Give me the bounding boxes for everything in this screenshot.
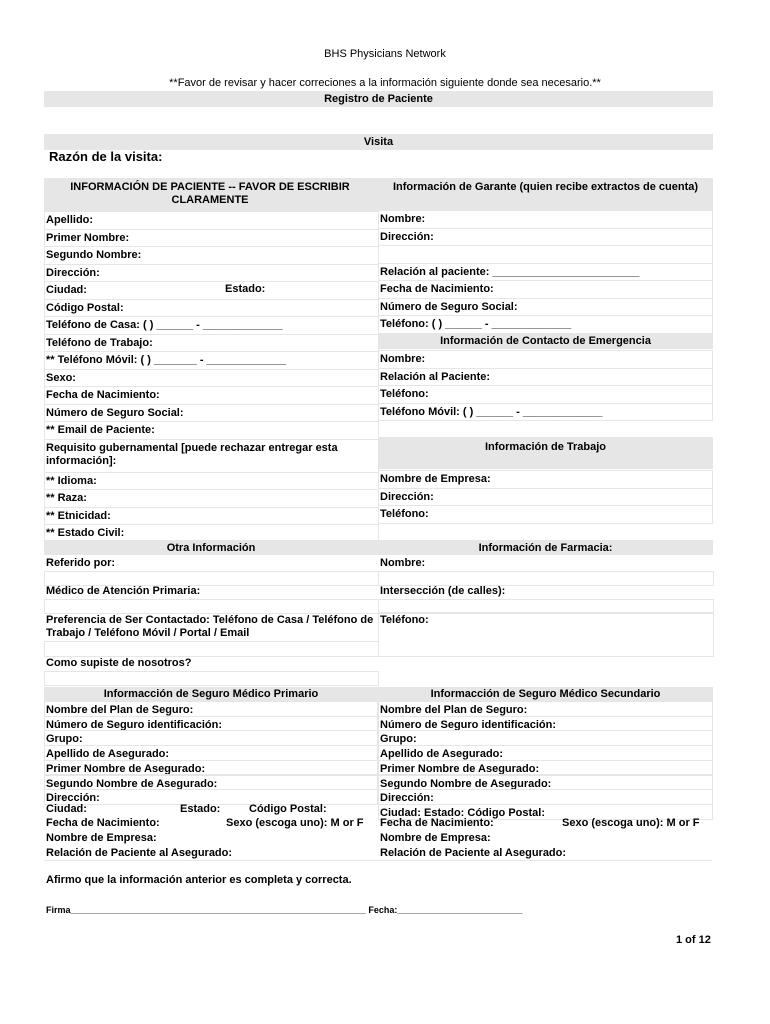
page-number: 1 of 12 bbox=[676, 934, 711, 946]
ins-secondary-field-row[interactable]: Segundo Nombre de Asegurado: bbox=[380, 777, 552, 790]
how-found-field[interactable]: Como supiste de nosotros? bbox=[46, 657, 192, 669]
ins-secondary-field-cell bbox=[378, 775, 713, 791]
page-title: Registro de Paciente bbox=[324, 93, 433, 105]
guarantor-field-cell bbox=[378, 263, 713, 282]
patient-field-row[interactable]: Primer Nombre: bbox=[46, 231, 130, 244]
pharmacy-cross-field[interactable]: Intersección (de calles): bbox=[380, 585, 506, 597]
patient-field-row[interactable]: Ciudad: bbox=[46, 284, 87, 296]
visit-heading: Visita bbox=[363, 136, 394, 148]
patient-field-row[interactable]: Segundo Nombre: bbox=[46, 249, 142, 261]
patient-field-row[interactable]: ** Raza: bbox=[46, 492, 87, 504]
emergency-field-cell bbox=[378, 385, 713, 404]
ins-primary-field-cell bbox=[44, 701, 378, 717]
ins-primary-field-row[interactable]: Número de Seguro identificación: bbox=[46, 718, 223, 731]
ins-primary-field-cell bbox=[44, 716, 378, 732]
patient-field-row[interactable]: Requisito gubernamental [puede rechazar entregar esta información]: bbox=[46, 441, 338, 467]
ins-primary-field-row[interactable]: Apellido de Asegurado: bbox=[46, 748, 170, 761]
ins-secondary-field-row[interactable]: Grupo: bbox=[380, 733, 417, 746]
emergency-field-row[interactable]: Nombre: bbox=[380, 353, 426, 365]
contact-preference-field[interactable]: Preferencia de Ser Contactado: Teléfono de Casa / Teléfono de Trabajo / Teléfono Móvil / Portal / Email bbox=[46, 614, 374, 639]
ins-secondary-field-row[interactable]: Apellido de Asegurado: bbox=[380, 748, 504, 761]
patient-field-cell bbox=[44, 246, 379, 265]
patient-field-cell bbox=[44, 316, 379, 335]
patient-field-row[interactable]: ** Etnicidad: bbox=[46, 509, 111, 522]
guarantor-field-cell bbox=[378, 280, 713, 299]
referred-by-field[interactable]: Referido por: bbox=[46, 557, 116, 569]
ins-primary-field-row[interactable]: Nombre del Plan de Seguro: bbox=[46, 704, 194, 716]
emergency-field-cell bbox=[378, 403, 713, 422]
ins-primary-field-cell bbox=[44, 745, 378, 761]
guarantor-field-row[interactable]: Teléfono: ( ) ______ - _____________ bbox=[380, 318, 572, 330]
patient-field-cell bbox=[44, 299, 379, 318]
ins-secondary-field-cell bbox=[378, 716, 713, 732]
guarantor-field-cell bbox=[378, 245, 713, 264]
emergency-field-row[interactable]: Teléfono: bbox=[380, 388, 429, 400]
ins-secondary-field-row[interactable]: Nombre del Plan de Seguro: bbox=[380, 704, 528, 716]
work-field-cell bbox=[378, 488, 713, 507]
patient-field-cell bbox=[44, 489, 379, 508]
ins-secondary-field-row[interactable]: Número de Seguro identificación: bbox=[380, 718, 557, 731]
work-heading: Información de Trabajo bbox=[484, 441, 607, 453]
ins-primary-sex[interactable]: Sexo (escoga uno): M or F bbox=[226, 817, 364, 829]
patient-field-cell bbox=[44, 439, 379, 473]
guarantor-field-cell bbox=[378, 315, 713, 334]
patient-field-cell bbox=[44, 264, 379, 283]
ins-primary-zip[interactable]: Código Postal: bbox=[249, 803, 327, 815]
work-field-row[interactable]: Nombre de Empresa: bbox=[380, 473, 491, 485]
guarantor-field-row[interactable]: Dirección: bbox=[380, 230, 434, 243]
patient-field-cell bbox=[44, 334, 379, 353]
pharmacy-heading: Información de Farmacia: bbox=[478, 542, 613, 554]
patient-field-cell bbox=[44, 386, 379, 405]
ins-secondary-field-cell bbox=[378, 760, 713, 776]
ins-primary-dob[interactable]: Fecha de Nacimiento: bbox=[46, 817, 160, 829]
pharmacy-name-box[interactable] bbox=[378, 571, 714, 586]
patient-field-row[interactable]: Dirección: bbox=[46, 266, 100, 279]
patient-field-cell bbox=[44, 472, 379, 491]
patient-section-heading: INFORMACIÓN DE PACIENTE -- FAVOR DE ESCRIBIR CLARAMENTE bbox=[70, 181, 350, 206]
ins-secondary-employer[interactable]: Nombre de Empresa: bbox=[380, 832, 491, 844]
pharmacy-phone-box[interactable] bbox=[378, 612, 714, 657]
ins-primary-field-row[interactable]: Dirección: bbox=[46, 792, 100, 805]
ins-secondary-field-cell bbox=[378, 789, 713, 805]
work-field-row[interactable]: Teléfono: bbox=[380, 508, 429, 520]
guarantor-field-row[interactable]: Fecha de Nacimiento: bbox=[380, 283, 494, 295]
ins-primary-field-cell bbox=[44, 730, 378, 746]
patient-field-row[interactable]: Apellido: bbox=[46, 214, 94, 226]
work-field-row[interactable]: Dirección: bbox=[380, 490, 434, 503]
patient-field-row[interactable]: ** Estado Civil: bbox=[46, 527, 125, 539]
patient-field-cell bbox=[44, 421, 379, 440]
patient-field-row[interactable]: ** Email de Paciente: bbox=[46, 424, 155, 436]
ins-secondary-field-cell bbox=[378, 745, 713, 761]
ins-primary-field-cell bbox=[44, 760, 378, 776]
guarantor-field-cell bbox=[378, 228, 713, 247]
ins-secondary-field-row[interactable]: Dirección: bbox=[380, 792, 434, 805]
pharmacy-phone-field[interactable]: Teléfono: bbox=[380, 614, 429, 626]
ins-secondary-heading: Informacción de Seguro Médico Secundario bbox=[430, 688, 661, 700]
ins-primary-field-row[interactable]: Primer Nombre de Asegurado: bbox=[46, 762, 206, 775]
patient-field-cell bbox=[44, 229, 379, 248]
ins-primary-field-row[interactable]: Grupo: bbox=[46, 733, 83, 746]
ins-primary-state[interactable]: Estado: bbox=[180, 803, 221, 815]
patient-field-row[interactable]: Teléfono de Casa: ( ) ______ - _____________ bbox=[46, 319, 283, 331]
how-found-box[interactable] bbox=[44, 671, 379, 686]
ins-secondary-relation[interactable]: Relación de Paciente al Asegurado: bbox=[380, 847, 567, 859]
ins-secondary-field-row[interactable]: Ciudad: Estado: Código Postal: bbox=[380, 806, 545, 819]
other-heading: Otra Información bbox=[166, 542, 256, 554]
ins-primary-city[interactable]: Ciudad: bbox=[46, 803, 87, 815]
ins-secondary-sex[interactable]: Sexo (escoga uno): M or F bbox=[562, 817, 700, 829]
work-field-cell bbox=[378, 470, 713, 489]
patient-field-cell bbox=[44, 351, 379, 370]
emergency-heading: Información de Contacto de Emergencia bbox=[440, 335, 651, 347]
patient-field-row[interactable]: ** Teléfono Móvil: ( ) _______ - _____________ bbox=[46, 354, 287, 366]
patient-field-row[interactable]: Número de Seguro Social: bbox=[46, 406, 184, 419]
ins-primary-employer[interactable]: Nombre de Empresa: bbox=[46, 832, 157, 844]
guarantor-field-cell bbox=[378, 298, 713, 317]
affirmation-text: Afirmo que la información anterior es completa y correcta. bbox=[46, 874, 352, 886]
guarantor-field-cell bbox=[378, 210, 713, 229]
guarantor-field-row[interactable]: Número de Seguro Social: bbox=[380, 300, 518, 313]
signature-date-line[interactable]: Firma___________________________________________________________ Fecha:_________________________ bbox=[46, 905, 523, 915]
patient-field-cell bbox=[44, 281, 379, 300]
pharmacy-name-field[interactable]: Nombre: bbox=[380, 557, 426, 569]
ins-secondary-field-cell bbox=[378, 730, 713, 746]
patient-field-cell bbox=[44, 369, 379, 388]
primary-doctor-box[interactable] bbox=[44, 599, 379, 614]
patient-field-cell bbox=[44, 404, 379, 423]
patient-field-row[interactable]: Sexo: bbox=[46, 371, 76, 384]
ins-primary-field-row[interactable]: Segundo Nombre de Asegurado: bbox=[46, 777, 218, 790]
guarantor-field-row[interactable]: Nombre: bbox=[380, 213, 426, 225]
ins-secondary-field-cell bbox=[378, 701, 713, 717]
ins-primary-relation[interactable]: Relación de Paciente al Asegurado: bbox=[46, 847, 233, 859]
ins-primary-field-cell bbox=[44, 775, 378, 791]
emergency-field-cell bbox=[378, 368, 713, 387]
patient-field-cell bbox=[44, 507, 379, 526]
patient-field-row[interactable]: ** Idioma: bbox=[46, 474, 97, 487]
guarantor-field-row[interactable]: Relación al paciente: ________________________ bbox=[380, 265, 640, 278]
visit-reason-label: Razón de la visita: bbox=[49, 149, 163, 164]
ins-secondary-dob[interactable]: Fecha de Nacimiento: bbox=[380, 817, 494, 829]
review-note: **Favor de revisar y hacer correciones a la información siguiente donde sea necesario.** bbox=[169, 77, 601, 89]
ins-primary-heading: Informacción de Seguro Médico Primario bbox=[103, 688, 319, 700]
contact-preference-box[interactable] bbox=[44, 641, 379, 657]
emergency-field-row[interactable]: Relación al Paciente: bbox=[380, 370, 491, 383]
guarantor-section-heading: Información de Garante (quien recibe extractos de cuenta) bbox=[392, 181, 699, 193]
patient-field-cell bbox=[44, 211, 379, 230]
patient-state-label[interactable]: Estado: bbox=[225, 283, 266, 295]
emergency-field-cell bbox=[378, 350, 713, 369]
referred-by-box[interactable] bbox=[44, 571, 379, 586]
patient-field-row[interactable]: Teléfono de Trabajo: bbox=[46, 336, 153, 349]
work-field-cell bbox=[378, 505, 713, 524]
org-name: BHS Physicians Network bbox=[324, 48, 446, 60]
patient-field-row[interactable]: Código Postal: bbox=[46, 301, 124, 314]
emergency-field-row[interactable]: Teléfono Móvil: ( ) ______ - _____________ bbox=[380, 405, 603, 418]
ins-secondary-field-row[interactable]: Primer Nombre de Asegurado: bbox=[380, 762, 540, 775]
ins-bottom-rule bbox=[44, 860, 712, 862]
patient-field-row[interactable]: Fecha de Nacimiento: bbox=[46, 389, 160, 401]
primary-doctor-field[interactable]: Médico de Atención Primaria: bbox=[46, 585, 201, 597]
